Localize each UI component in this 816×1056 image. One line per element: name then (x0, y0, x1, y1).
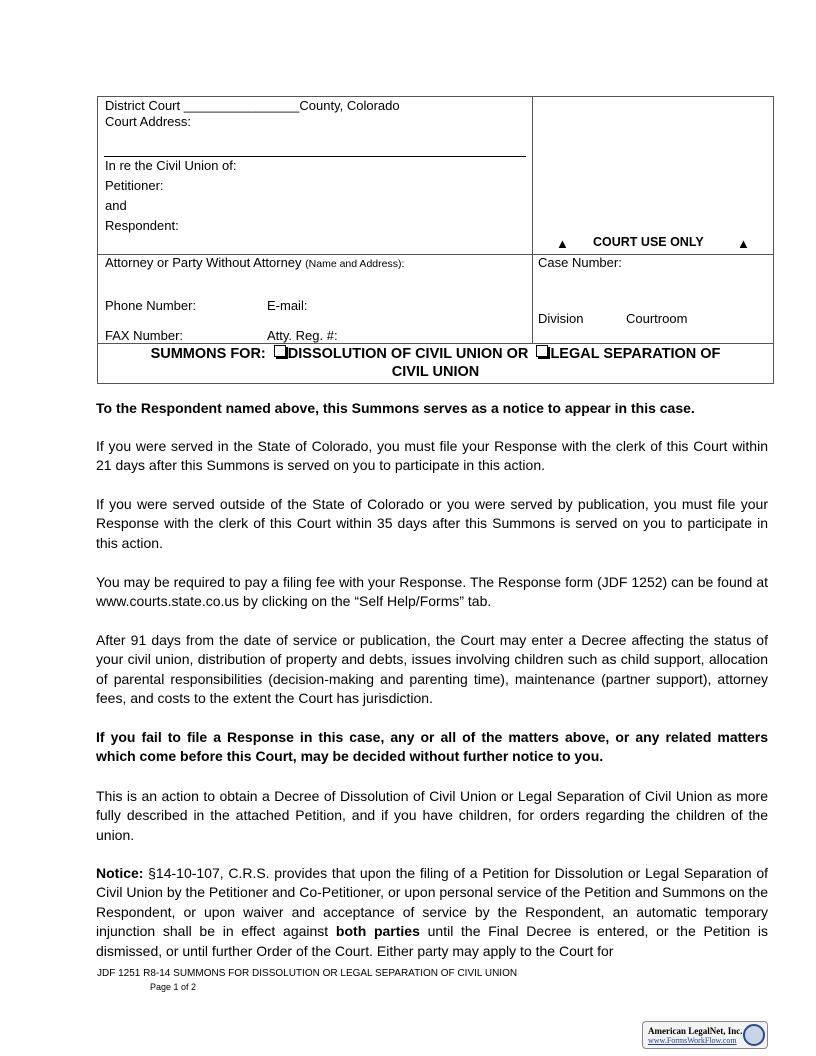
phone-label: Phone Number: (105, 298, 197, 313)
email-label: E-mail: (267, 298, 308, 313)
attorney-label (105, 255, 404, 272)
summons-title (98, 345, 773, 381)
notice-text-a: §14-10-107, C.R.S. provides that upon the filing of a Petition for Dissolution or Legal Separation of Civil Union by the Petitioner and Co-Petitioner, or upon personal service of the Petition and Summons on the Respondent, or upon waiver and acceptance of service by the Respondent, an automatic temporary injunction shall be in effect against (96, 865, 768, 940)
district-court-label: District Court ________________County, Colorado (105, 98, 400, 113)
title-prefix: SUMMONS FOR: (150, 346, 266, 362)
column-divider (532, 97, 533, 344)
court-use-only-label: COURT USE ONLY (593, 235, 704, 249)
paragraph-served-outside: If you were served outside of the State of Colorado or you were served by publication, you must file your Response with the clerk of this Court within 35 days after this Summons is served on you to participate in this action. (96, 496, 768, 551)
notice-both-parties: both parties (335, 923, 420, 940)
title-option-legal-separation: LEGAL SEPARATION OF (550, 346, 721, 362)
checkbox-icon[interactable] (274, 345, 286, 357)
respondent-label: Respondent: (105, 218, 179, 233)
logo-name: American LegalNet, Inc. (648, 1026, 743, 1036)
title-option-dissolution: DISSOLUTION OF CIVIL UNION OR (287, 346, 529, 362)
fax-label: FAX Number: (105, 328, 184, 343)
summons-title-line2: CIVIL UNION (391, 364, 480, 380)
caption-table (97, 96, 774, 384)
globe-icon (743, 1024, 765, 1046)
atty-reg-label: Atty. Reg. #: (267, 328, 338, 343)
footer-form-id: JDF 1251 R8-14 SUMMONS FOR DISSOLUTION OR LEGAL SEPARATION OF CIVIL UNION (97, 968, 518, 979)
courtroom-label: Courtroom (626, 311, 688, 326)
paragraph-notice-to-appear: To the Respondent named above, this Summons serves as a notice to appear in this case. (96, 400, 695, 416)
triangle-up-icon: ▲ (737, 236, 750, 251)
paragraph-action: This is an action to obtain a Decree of Dissolution of Civil Union or Legal Separation of Civil Union as more fully described in the attached Petition, and if you have children, for orders regarding the children of the union. (96, 788, 768, 843)
and-label: and (105, 198, 127, 213)
row-divider (98, 343, 773, 344)
paragraph-filing-fee: You may be required to pay a filing fee with your Response. The Response form (JDF 1252) can be found at www.courts.state.co.us by clicking on the “Self Help/Forms” tab. (96, 574, 768, 610)
address-line (104, 156, 526, 157)
in-re-label: In re the Civil Union of: (105, 158, 237, 173)
division-label: Division (538, 311, 584, 326)
paragraph-fail-to-file: If you fail to file a Response in this case, any or all of the matters above, or any related matters which come before this Court, may be decided without further notice to you. (96, 729, 768, 765)
notice-text-b: until the Final Decree is entered, or the Petition is dismissed, or until further Order of the Court. Either party may apply to the Court for (96, 923, 768, 959)
paragraph-injunction-notice (96, 864, 768, 961)
checkbox-icon[interactable] (536, 345, 548, 357)
attorney-label-text: Attorney or Party Without Attorney (105, 255, 302, 270)
attorney-note: (Name and Address): (305, 258, 405, 270)
american-legalnet-logo[interactable] (642, 1021, 768, 1049)
notice-label: Notice: (96, 865, 144, 881)
summons-title-line1 (98, 345, 773, 363)
paragraph-served-in-colorado: If you were served in the State of Colorado, you must file your Response with the clerk of this Court within 21 days after this Summons is served on you to participate in this action. (96, 438, 768, 474)
paragraph-decree: After 91 days from the date of service or publication, the Court may enter a Decree affecting the status of your civil union, distribution of property and debts, issues involving children such as child support, allocation of parental responsibilities (decision-making and parenting time), maintenance (partner support), attorney fees, and costs to the extent the Court has jurisdiction. (96, 632, 768, 707)
case-number-label: Case Number: (538, 255, 622, 270)
petitioner-label: Petitioner: (105, 178, 164, 193)
footer-page-number: Page 1 of 2 (150, 982, 197, 992)
logo-url[interactable]: www.FormsWorkFlow.com (648, 1036, 737, 1045)
court-address-label: Court Address: (105, 114, 191, 129)
triangle-up-icon: ▲ (556, 236, 569, 251)
